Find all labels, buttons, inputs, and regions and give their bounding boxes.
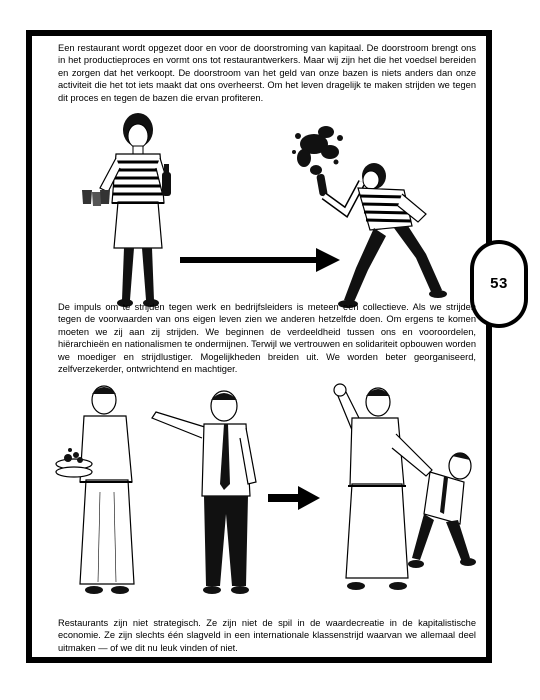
illustration-molotov-thrower bbox=[286, 118, 448, 310]
illustration-cook-grabbing-manager bbox=[312, 374, 478, 606]
paragraph-collective: De impuls om te strijden tegen werk en bedrijfsleiders is meteen een collectieve. Als we strijden tegen de voorwaarden van ons eigen leven zien we anderen hetzelfde doen. Om ergens te komen moeten we zij aan zij strijden. We beginnen de verdeeldheid tussen ons en vooroordelen, hiërarchieën en nationalismen te ondermijnen. Terwijl we vertrouwen en solidariteit opbouwen worden we moediger en strijdlustiger. Mogelijkheden breiden uit. We worden beter georganiseerd, zelfverzekerder, ontwrichtend en machtiger. bbox=[58, 302, 476, 375]
paragraph-restaurants: Restaurants zijn niet strategisch. Ze zijn niet de spil in de waardecreatie in de kapitalistische economie. Ze zijn slechts één slagveld in een internationale klassenstrijd waarvan we allemaal deel uitmaken — of we dit nu leuk vinden of niet. bbox=[58, 618, 476, 653]
paragraph-intro: Een restaurant wordt opgezet door en voor de doorstroming van kapitaal. De doorstroom brengt ons in het productieproces en vormt ons tot restaurantwerkers. Maar wij zijn het die het voedsel bereiden en zorgen dat het verkoopt. De doorstroom van het geld van onze bazen is niets anders dan onze activiteit die het tot iets maakt dat ons overheerst. Om het leven dragelijk te maken strijden we tegen dit proces en tegen de bazen die ervan profiteren. bbox=[58, 43, 476, 103]
illustration-waiter bbox=[78, 108, 198, 310]
page-number: 53 bbox=[474, 244, 524, 324]
illustration-cook-and-manager bbox=[52, 372, 264, 604]
